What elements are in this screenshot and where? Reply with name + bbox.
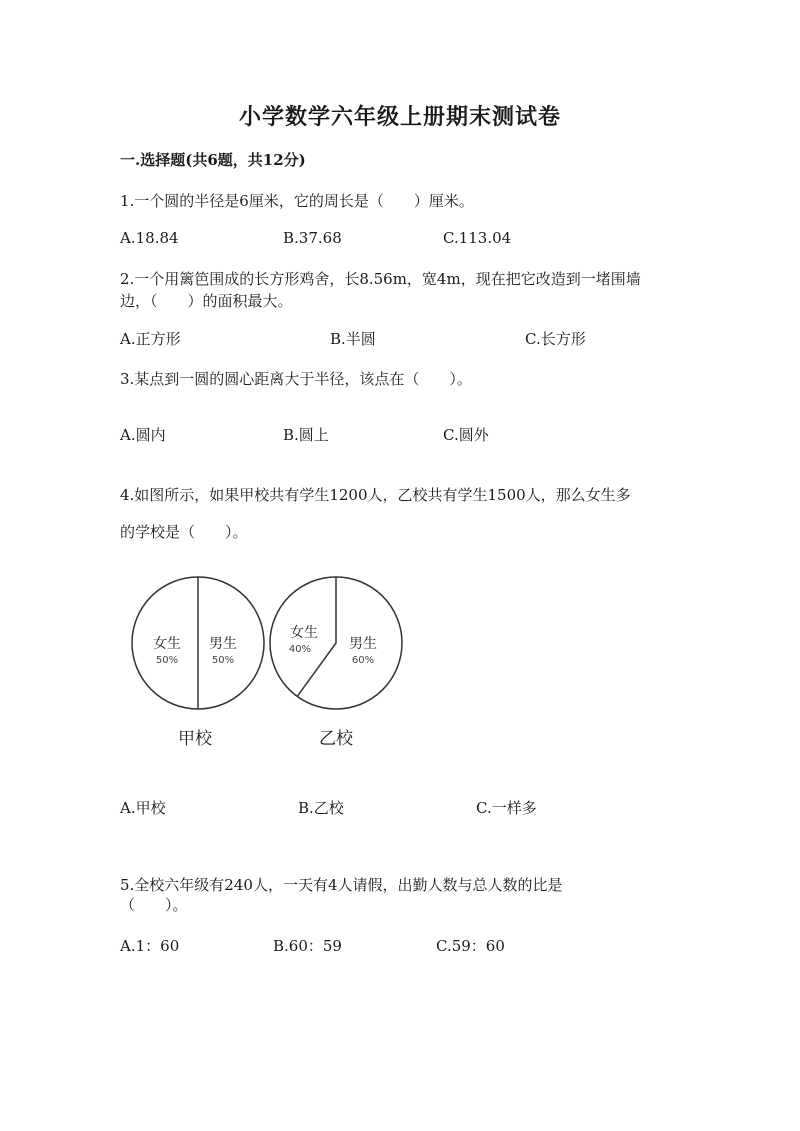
pie-yi-boys-label: 男生 (349, 636, 377, 652)
pie-chart-jia (132, 577, 264, 709)
question-2-option-a: A.正方形 (120, 330, 181, 348)
question-1-option-a: A.18.84 (120, 229, 179, 247)
pie-jia-girls-percent: 50% (155, 655, 179, 666)
question-3-option-c: C.圆外 (443, 426, 489, 444)
pie-yi-boys-percent: 60% (351, 655, 375, 666)
question-1-option-b: B.37.68 (283, 229, 342, 247)
page-title: 小学数学六年级上册期末测试卷 (238, 104, 561, 130)
pie-yi-girls-label: 女生 (290, 625, 318, 641)
question-5-text-line-2: （ ）。 (120, 896, 188, 914)
question-4-option-a: A.甲校 (120, 799, 166, 817)
question-5-option-a: A.1：60 (120, 937, 180, 955)
question-2-text-line-2: 边，（ ）的面积最大。 (120, 292, 293, 310)
question-3-option-a: A.圆内 (120, 426, 166, 444)
question-4-text-line-2: 的学校是（ ）。 (120, 523, 248, 541)
pie-yi-caption: 乙校 (319, 729, 353, 749)
pie-jia-caption: 甲校 (178, 729, 212, 749)
question-3-option-b: B.圆上 (283, 426, 329, 444)
section-heading: 一.选择题(共6题，共12分) (120, 151, 306, 169)
pie-charts-figure (125, 575, 425, 750)
question-1-text: 1.一个圆的半径是6厘米，它的周长是（ ）厘米。 (120, 192, 474, 210)
question-2-text-line-1: 2.一个用篱笆围成的长方形鸡舍，长8.56m，宽4m，现在把它改造到一堵围墙 (120, 270, 641, 288)
pie-yi-girls-percent: 40% (288, 644, 312, 655)
question-3-text: 3.某点到一圆的圆心距离大于半径，该点在（ ）。 (120, 370, 472, 388)
question-5-option-c: C.59：60 (436, 937, 505, 955)
pie-jia-girls-label: 女生 (153, 636, 181, 652)
question-5-option-b: B.60：59 (273, 937, 342, 955)
question-4-option-b: B.乙校 (298, 799, 344, 817)
question-2-option-b: B.半圆 (330, 330, 376, 348)
pie-chart-yi (270, 577, 402, 709)
pie-jia-boys-percent: 50% (211, 655, 235, 666)
question-4-option-c: C.一样多 (476, 799, 537, 817)
question-5-text-line-1: 5.全校六年级有240人，一天有4人请假，出勤人数与总人数的比是 (120, 876, 563, 894)
question-4-text-line-1: 4.如图所示，如果甲校共有学生1200人，乙校共有学生1500人，那么女生多 (120, 486, 631, 504)
question-2-option-c: C.长方形 (525, 330, 586, 348)
question-1-option-c: C.113.04 (443, 229, 512, 247)
pie-jia-boys-label: 男生 (209, 636, 237, 652)
